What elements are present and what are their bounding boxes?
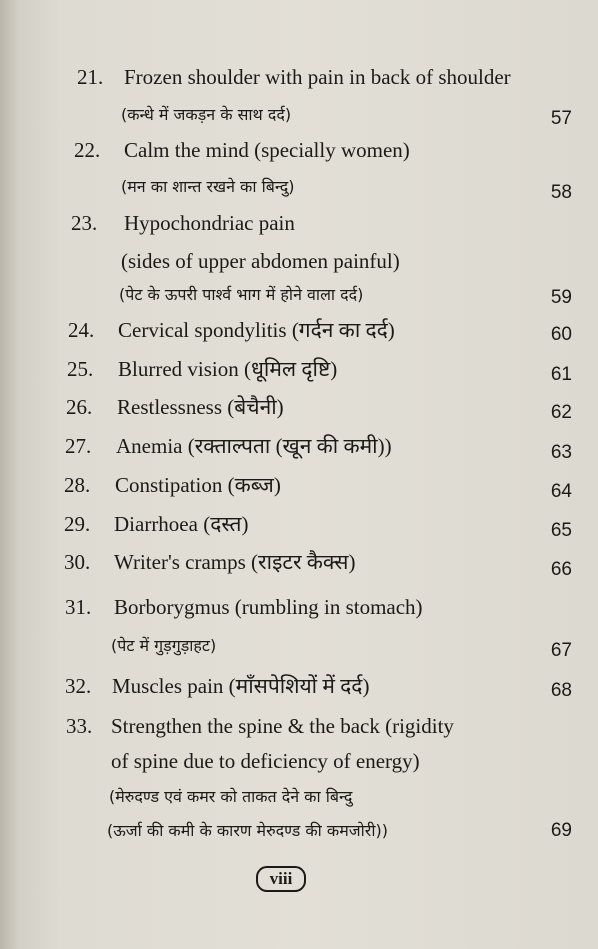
entry-page-number: 64 [550,481,572,502]
entry-number: 30. [64,550,91,574]
entry-number: 32. [65,674,92,698]
entry-title-line: Restlessness (बेचैनी) [117,395,284,419]
entry-title-line: Strengthen the spine & the back (rigidity [111,714,454,738]
entry-number: 22. [74,138,101,162]
entry-number: 25. [67,357,94,381]
entry-hindi-line: (पेट के ऊपरी पार्श्व भाग में होने वाला दर्द) [119,285,364,304]
entry-number: 23. [71,211,98,235]
entry-page-number: 65 [550,520,572,541]
entry-hindi-line: (मेरुदण्ड एवं कमर को ताकत देने का बिन्दु [109,787,353,806]
entry-title-line: (sides of upper abdomen painful) [121,249,400,273]
entry-hindi-line: (ऊर्जा की कमी के कारण मेरुदण्ड की कमजोरी)) [107,821,388,840]
entry-number: 26. [66,395,93,419]
entry-number: 24. [68,318,95,342]
entry-number: 28. [64,473,91,497]
entry-page-number: 62 [550,402,572,423]
entry-title-line: Writer's cramps (राइटर कैक्स) [114,550,356,574]
entry-title-line: Blurred vision (धूमिल दृष्टि) [118,357,338,381]
entry-title-line: Calm the mind (specially women) [124,138,410,162]
entry-number: 27. [65,434,92,458]
entry-title-line: Constipation (कब्ज) [115,473,281,497]
entry-title-line: of spine due to deficiency of energy) [111,749,420,773]
entry-title-line: Borborygmus (rumbling in stomach) [114,595,423,619]
entry-number: 21. [77,65,104,89]
entry-page-number: 60 [550,324,572,345]
entry-page-number: 68 [550,680,572,701]
entry-title-line: Diarrhoea (दस्त) [114,512,249,536]
entry-page-number: 69 [550,820,572,841]
entry-page-number: 59 [550,287,572,308]
entry-title-line: Cervical spondylitis (गर्दन का दर्द) [118,318,395,342]
entry-title-line: Anemia (रक्ताल्पता (खून की कमी)) [116,434,392,458]
entry-title-line: Muscles pain (माँसपेशियों में दर्द) [112,674,370,698]
entry-page-number: 57 [550,108,572,129]
entry-number: 29. [64,512,91,536]
entry-page-number: 61 [550,364,572,385]
entry-hindi-line: (कन्धे में जकड़न के साथ दर्द) [121,105,292,124]
entry-number: 33. [66,714,93,738]
entry-page-number: 66 [550,559,572,580]
entry-page-number: 63 [550,442,572,463]
page-number-badge: viii [256,866,306,892]
entry-title-line: Hypochondriac pain [124,211,295,235]
entry-title-line: Frozen shoulder with pain in back of shoulder [124,65,511,89]
entry-number: 31. [65,595,92,619]
entry-page-number: 67 [550,640,572,661]
entry-hindi-line: (पेट में गुड़गुड़ाहट) [111,636,217,655]
entry-hindi-line: (मन का शान्त रखने का बिन्दु) [121,177,295,196]
entry-page-number: 58 [550,182,572,203]
